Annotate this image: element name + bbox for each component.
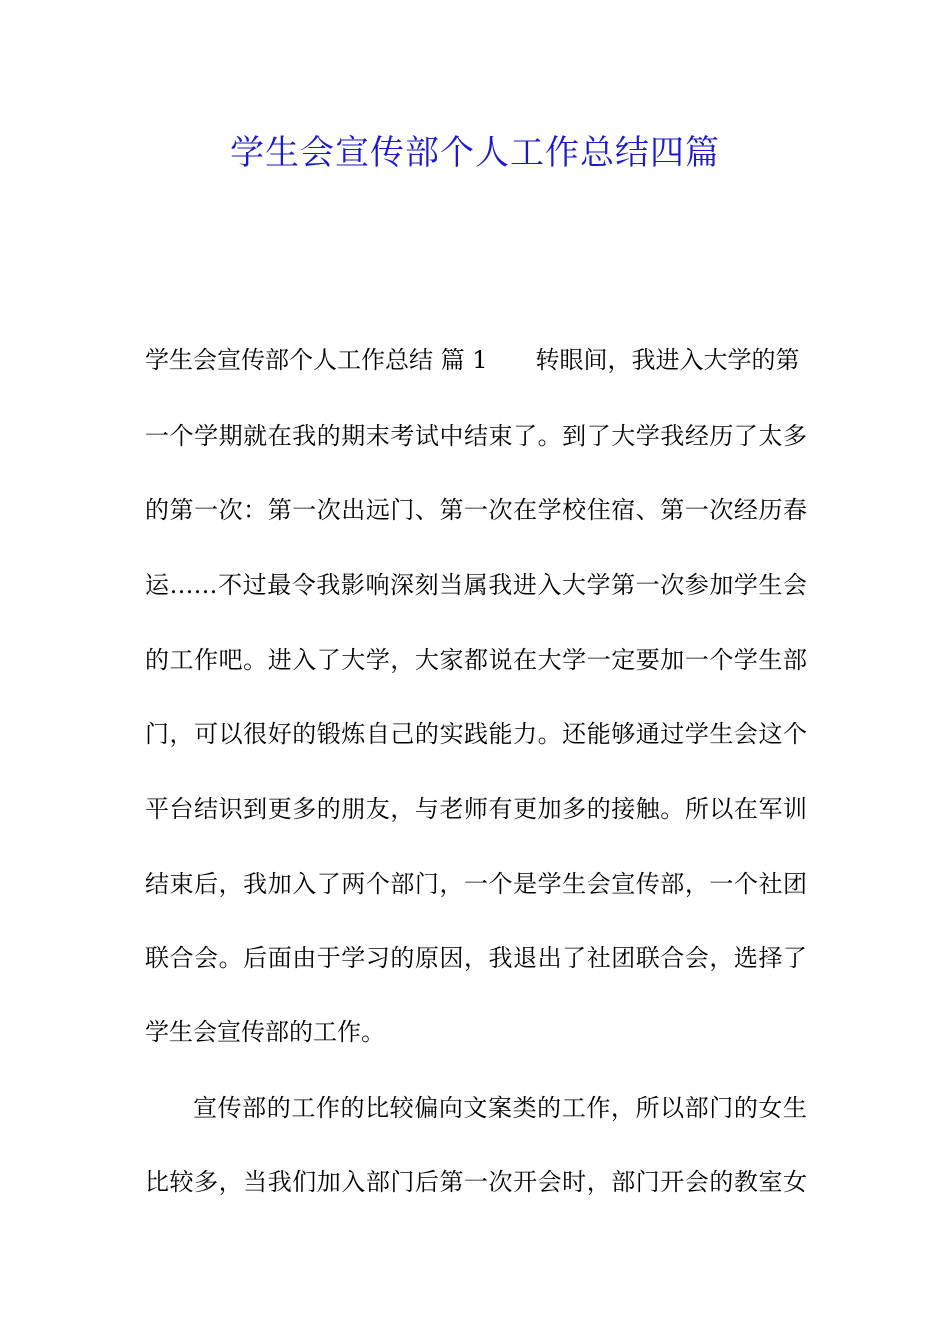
paragraph-line: 学生会宣传部的工作。 [145,1018,385,1046]
paragraph-line: 宣传部的工作的比较偏向文案类的工作，所以部门的女生 [193,1094,807,1122]
paragraph-line: 联合会。后面由于学习的原因，我退出了社团联合会，选择了 [145,944,807,972]
paragraph-line [145,340,807,380]
section-heading: 学生会宣传部个人工作总结 篇 1 [145,346,488,374]
paragraph-line: 结束后，我加入了两个部门，一个是学生会宣传部，一个社团 [145,870,807,898]
paragraph-line: 比较多，当我们加入部门后第一次开会时，部门开会的教室女 [145,1168,807,1196]
document-title: 学生会宣传部个人工作总结四篇 [230,133,720,173]
paragraph-line: 门，可以很好的锻炼自己的实践能力。还能够通过学生会这个 [145,720,807,748]
paragraph-text: 转眼间，我进入大学的第 [535,346,800,374]
paragraph-line: 一个学期就在我的期末考试中结束了。到了大学我经历了太多 [145,422,807,450]
paragraph-line: 的工作吧。进入了大学，大家都说在大学一定要加一个学生部 [145,646,807,674]
paragraph-line: 运……不过最令我影响深刻当属我进入大学第一次参加学生会 [145,571,807,599]
paragraph-line: 平台结识到更多的朋友，与老师有更加多的接触。所以在军训 [145,795,807,823]
paragraph-line: 的第一次：第一次出远门、第一次在学校住宿、第一次经历春 [145,496,807,524]
